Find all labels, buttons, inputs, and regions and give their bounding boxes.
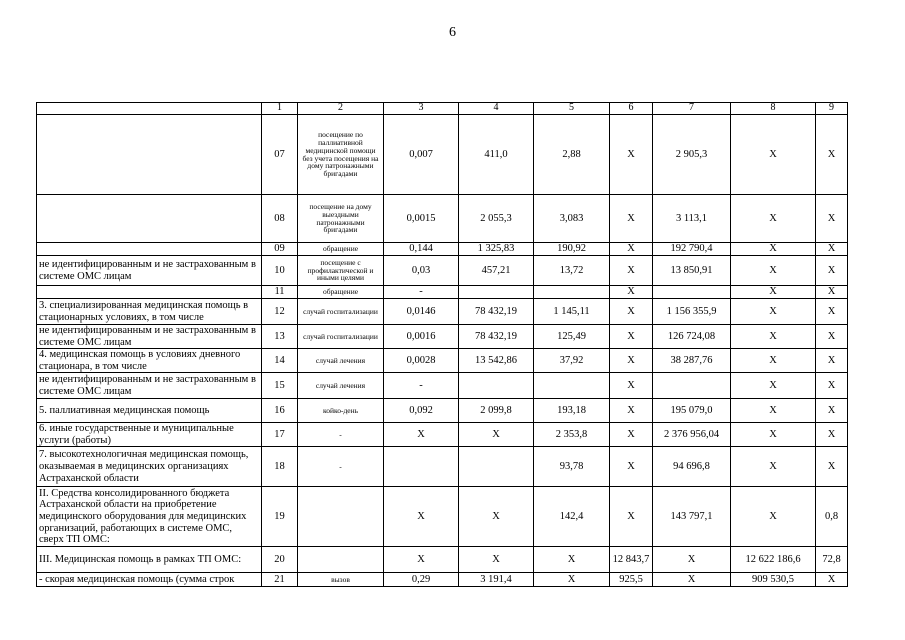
table-cell: Х xyxy=(534,573,610,587)
table-cell: 13,72 xyxy=(534,256,610,286)
table-cell: II. Средства консолидированного бюджета Астраханской области на приобретение медицинского оборудования для медицинских организаций, работающих в системе ОМС, сверх ТП ОМС: xyxy=(37,487,262,547)
table-cell: 12 843,7 xyxy=(610,547,653,573)
table-cell: 0,0028 xyxy=(384,349,459,373)
table-cell xyxy=(384,447,459,487)
table-row xyxy=(37,256,848,286)
table-cell: Х xyxy=(610,447,653,487)
table-cell: 3 113,1 xyxy=(653,195,731,243)
table-cell: Х xyxy=(816,399,848,423)
table-row xyxy=(37,325,848,349)
table-cell: 2 905,3 xyxy=(653,115,731,195)
table-cell: Х xyxy=(731,399,816,423)
table-cell: Х xyxy=(610,115,653,195)
table-cell: Х xyxy=(731,286,816,299)
table-cell: 15 xyxy=(262,373,298,399)
table-cell xyxy=(653,286,731,299)
table-cell: 126 724,08 xyxy=(653,325,731,349)
table-cell: 193,18 xyxy=(534,399,610,423)
table-cell: 0,0016 xyxy=(384,325,459,349)
table-cell: 13 542,86 xyxy=(459,349,534,373)
table-cell: обращение xyxy=(298,286,384,299)
table-cell: Х xyxy=(459,487,534,547)
table-cell: 93,78 xyxy=(534,447,610,487)
table-cell xyxy=(459,373,534,399)
table-cell: 37,92 xyxy=(534,349,610,373)
table-cell: 94 696,8 xyxy=(653,447,731,487)
table-cell: 0,0146 xyxy=(384,299,459,325)
table-cell: 0,8 xyxy=(816,487,848,547)
table-cell: Х xyxy=(816,349,848,373)
table-cell: 125,49 xyxy=(534,325,610,349)
table-cell: 0,0015 xyxy=(384,195,459,243)
table-cell: 2,88 xyxy=(534,115,610,195)
column-header: 2 xyxy=(298,103,384,115)
table-cell xyxy=(459,447,534,487)
table-cell: случай госпитализации xyxy=(298,325,384,349)
column-header: 3 xyxy=(384,103,459,115)
table-cell: Х xyxy=(534,547,610,573)
table-cell: Х xyxy=(653,547,731,573)
table-cell: Х xyxy=(731,243,816,256)
table-cell: Х xyxy=(610,243,653,256)
table-cell: Х xyxy=(610,399,653,423)
table-cell: Х xyxy=(384,547,459,573)
table-cell: 18 xyxy=(262,447,298,487)
table-cell: 13 850,91 xyxy=(653,256,731,286)
table-cell: не идентифицированным и не застрахованным в системе ОМС лицам xyxy=(37,373,262,399)
table-cell: Х xyxy=(816,299,848,325)
table-cell: случай лечения xyxy=(298,373,384,399)
table-cell: Х xyxy=(610,325,653,349)
table-cell: 12 622 186,6 xyxy=(731,547,816,573)
table-cell: 1 145,11 xyxy=(534,299,610,325)
table-cell xyxy=(534,373,610,399)
table-cell: Х xyxy=(459,547,534,573)
table-cell: 19 xyxy=(262,487,298,547)
table-cell: 0,092 xyxy=(384,399,459,423)
table-cell: Х xyxy=(731,423,816,447)
table-cell xyxy=(298,547,384,573)
table-cell xyxy=(298,487,384,547)
table-cell: 2 055,3 xyxy=(459,195,534,243)
table-cell: Х xyxy=(816,195,848,243)
table-cell: 12 xyxy=(262,299,298,325)
table-cell: 143 797,1 xyxy=(653,487,731,547)
table-cell: Х xyxy=(731,487,816,547)
table-cell: 195 079,0 xyxy=(653,399,731,423)
table-cell: 16 xyxy=(262,399,298,423)
table-cell: посещение по паллиативной медицинской помощи без учета посещения на дому патронажными бригадами xyxy=(298,115,384,195)
table-cell: Х xyxy=(731,349,816,373)
table-cell: Х xyxy=(816,286,848,299)
data-table xyxy=(36,102,848,587)
table-row xyxy=(37,447,848,487)
table-cell: Х xyxy=(731,115,816,195)
table-cell: 411,0 xyxy=(459,115,534,195)
table-cell: Х xyxy=(610,299,653,325)
table-cell: 192 790,4 xyxy=(653,243,731,256)
table-cell: Х xyxy=(816,573,848,587)
header-row xyxy=(37,103,848,115)
table-row xyxy=(37,286,848,299)
table-cell: 1 325,83 xyxy=(459,243,534,256)
table-row xyxy=(37,423,848,447)
table-cell: Х xyxy=(610,487,653,547)
table-cell: Х xyxy=(816,423,848,447)
table-cell: 11 xyxy=(262,286,298,299)
table-cell: Х xyxy=(731,447,816,487)
table-cell: 78 432,19 xyxy=(459,299,534,325)
table-cell: 6. иные государственные и муниципальные услуги (работы) xyxy=(37,423,262,447)
table-row xyxy=(37,115,848,195)
column-header: 4 xyxy=(459,103,534,115)
column-header xyxy=(37,103,262,115)
table-cell xyxy=(37,195,262,243)
table-cell: 2 353,8 xyxy=(534,423,610,447)
table-cell: - xyxy=(384,286,459,299)
table-cell: 3,083 xyxy=(534,195,610,243)
table-cell: 0,007 xyxy=(384,115,459,195)
table-cell: 190,92 xyxy=(534,243,610,256)
column-header: 7 xyxy=(653,103,731,115)
table-cell: Х xyxy=(731,195,816,243)
table-cell: 0,29 xyxy=(384,573,459,587)
table-cell: Х xyxy=(384,423,459,447)
table-cell: 09 xyxy=(262,243,298,256)
column-header: 8 xyxy=(731,103,816,115)
table-cell: 13 xyxy=(262,325,298,349)
table-cell: Х xyxy=(610,286,653,299)
table-cell: 4. медицинская помощь в условиях дневного стационара, в том числе xyxy=(37,349,262,373)
table-cell: 457,21 xyxy=(459,256,534,286)
table-cell: 3 191,4 xyxy=(459,573,534,587)
table-cell: 142,4 xyxy=(534,487,610,547)
table-cell: 7. высокотехнологичная медицинская помощь, оказываемая в медицинских организациях Астраханской области xyxy=(37,447,262,487)
table-row xyxy=(37,399,848,423)
table-cell: 5. паллиативная медицинская помощь xyxy=(37,399,262,423)
table-cell: обращение xyxy=(298,243,384,256)
table-cell xyxy=(37,286,262,299)
table-cell: не идентифицированным и не застрахованным в системе ОМС лицам xyxy=(37,325,262,349)
table-cell: случай госпитализации xyxy=(298,299,384,325)
table-cell: Х xyxy=(459,423,534,447)
table-cell: Х xyxy=(610,423,653,447)
table-row xyxy=(37,243,848,256)
table-row xyxy=(37,299,848,325)
table-cell: 0,144 xyxy=(384,243,459,256)
table-cell: Х xyxy=(816,447,848,487)
table-cell: 2 099,8 xyxy=(459,399,534,423)
table-row xyxy=(37,195,848,243)
table-cell: Х xyxy=(610,256,653,286)
table-cell: случай лечения xyxy=(298,349,384,373)
table-cell: Х xyxy=(816,115,848,195)
table-cell: 17 xyxy=(262,423,298,447)
table-cell: Х xyxy=(384,487,459,547)
table-cell: Х xyxy=(816,373,848,399)
table-cell: Х xyxy=(610,195,653,243)
table-cell: 07 xyxy=(262,115,298,195)
table-cell: 1 156 355,9 xyxy=(653,299,731,325)
column-header: 1 xyxy=(262,103,298,115)
table-cell: 21 xyxy=(262,573,298,587)
table-cell: койко-день xyxy=(298,399,384,423)
column-header: 5 xyxy=(534,103,610,115)
table-cell xyxy=(37,115,262,195)
table-cell: 14 xyxy=(262,349,298,373)
table-cell: - скорая медицинская помощь (сумма строк xyxy=(37,573,262,587)
table-cell: Х xyxy=(731,373,816,399)
table-cell: вызов xyxy=(298,573,384,587)
table-row xyxy=(37,547,848,573)
table-cell: Х xyxy=(653,573,731,587)
table-cell: 78 432,19 xyxy=(459,325,534,349)
column-header: 9 xyxy=(816,103,848,115)
table-cell: Х xyxy=(610,349,653,373)
table-cell: Х xyxy=(816,256,848,286)
table-cell: 3. специализированная медицинская помощь в стационарных условиях, в том числе xyxy=(37,299,262,325)
table-cell: 20 xyxy=(262,547,298,573)
table-cell: 10 xyxy=(262,256,298,286)
table-cell: - xyxy=(384,373,459,399)
table-cell: - xyxy=(298,423,384,447)
table-cell xyxy=(534,286,610,299)
table-cell: Х xyxy=(610,373,653,399)
table-row xyxy=(37,349,848,373)
page-number: 6 xyxy=(449,25,456,40)
table-cell: посещение на дому выездными патронажными бригадами xyxy=(298,195,384,243)
table-row xyxy=(37,573,848,587)
table-cell: - xyxy=(298,447,384,487)
table-cell: Х xyxy=(731,325,816,349)
table-cell: посещение с профилактической и иными целями xyxy=(298,256,384,286)
table-cell: 38 287,76 xyxy=(653,349,731,373)
table-cell xyxy=(653,373,731,399)
table-cell xyxy=(459,286,534,299)
table-cell: Х xyxy=(816,325,848,349)
table-cell: 08 xyxy=(262,195,298,243)
table-cell: 2 376 956,04 xyxy=(653,423,731,447)
table-cell: не идентифицированным и не застрахованным в системе ОМС лицам xyxy=(37,256,262,286)
table-row xyxy=(37,373,848,399)
table-cell: 925,5 xyxy=(610,573,653,587)
table-cell xyxy=(37,243,262,256)
table-cell: III. Медицинская помощь в рамках ТП ОМС: xyxy=(37,547,262,573)
table-cell: 0,03 xyxy=(384,256,459,286)
table-cell: Х xyxy=(731,299,816,325)
table-cell: 72,8 xyxy=(816,547,848,573)
table-cell: Х xyxy=(731,256,816,286)
table-cell: 909 530,5 xyxy=(731,573,816,587)
table-cell: Х xyxy=(816,243,848,256)
table-row xyxy=(37,487,848,547)
column-header: 6 xyxy=(610,103,653,115)
